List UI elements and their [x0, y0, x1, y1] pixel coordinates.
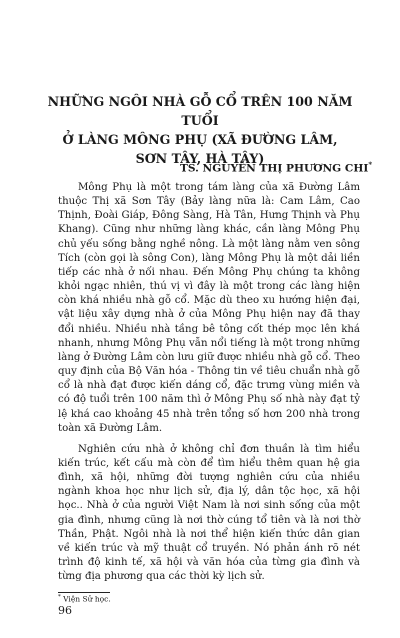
title-line-3: SƠN TÂY, HÀ TÂY) [135, 151, 265, 166]
footnote-mark: * [58, 594, 61, 600]
page-number: 96 [58, 604, 72, 617]
article-body [58, 181, 360, 584]
author-line [0, 160, 372, 175]
footnote-text: Viện Sử học. [63, 594, 111, 604]
paragraph-1: Mông Phụ là một trong tám làng của xã Đường Lâm thuộc Thị xã Sơn Tây (Bảy làng nữa là: Cam Lâm, Cao Thịnh, Đoài Giáp, Đông Sàng, Hà Tân, Hưng Thịnh và Phụ Khang). Cũng như những làng khác, cần làng Mông Phụ chủ yếu sống bằng nghề nông. Là một làng nằm ven sông Tích (còn gọi là sông Con), làng Mông Phụ là một dải liền tiếp các nhà ở nối nhau. Đến Mông Phụ chúng ta không khỏi ngạc nhiên, thú vị vì đây là một trong các làng hiện còn khá nhiều nhà gỗ cổ. Mặc dù theo xu hướng hiện đại, vật liệu xây dựng nhà ở của Mông Phụ hiện nay đã thay đổi nhiều. Nhiều nhà tầng bê tông cốt thép mọc lên khá nhanh, nhưng Mông Phụ vẫn nổi tiếng là một trong những làng ở Đường Lâm còn lưu giữ được nhiều nhà gỗ cổ. Theo quy định của Bộ Văn hóa - Thông tin về tiêu chuẩn nhà gỗ cổ là nhà đạt được kiến dáng cổ, đặc trưng vùng miền và có độ tuổi trên 100 năm thì ở Mông Phụ số nhà này đạt tỷ lệ khá cao khoảng 45 nhà trên tổng số hơn 200 nhà trong toàn xã Đường Lâm. [58, 182, 360, 434]
footnote-divider [58, 592, 110, 593]
author-footnote-mark: * [368, 160, 372, 169]
author-name: TS. NGUYỄN THỊ PHƯƠNG CHI [180, 162, 369, 175]
paragraph-2: Nghiên cứu nhà ở không chỉ đơn thuần là tìm hiểu kiến trúc, kết cấu mà còn để tìm hiểu thêm quan hệ gia đình, xã hội, những đời tượng nghiên cứu của nhiều ngành khoa học như lịch sử, địa lý, dân tộc học, xã hội học.. Nhà ở của người Việt Nam là nơi sinh sống của một gia đình, nhưng cũng là nơi thờ cúng tổ tiên và là nơi thờ Thần, Phật. Ngôi nhà là nơi thể hiện kiến thức dân gian về kiến trúc và mỹ thuật cổ truyền. Nó phản ánh rõ nét trình độ kinh tế, xã hội và văn hóa của từng gia đình và từng địa phương qua các thời kỳ lịch sử. [58, 443, 360, 583]
title-line-2: Ở LÀNG MÔNG PHỤ (XÃ ĐƯỜNG LÂM, [62, 132, 338, 147]
title-line-1: NHỮNG NGÔI NHÀ GỖ CỔ TRÊN 100 NĂM TUỔI [47, 94, 353, 128]
article-title [30, 92, 370, 168]
footnote [58, 594, 111, 604]
